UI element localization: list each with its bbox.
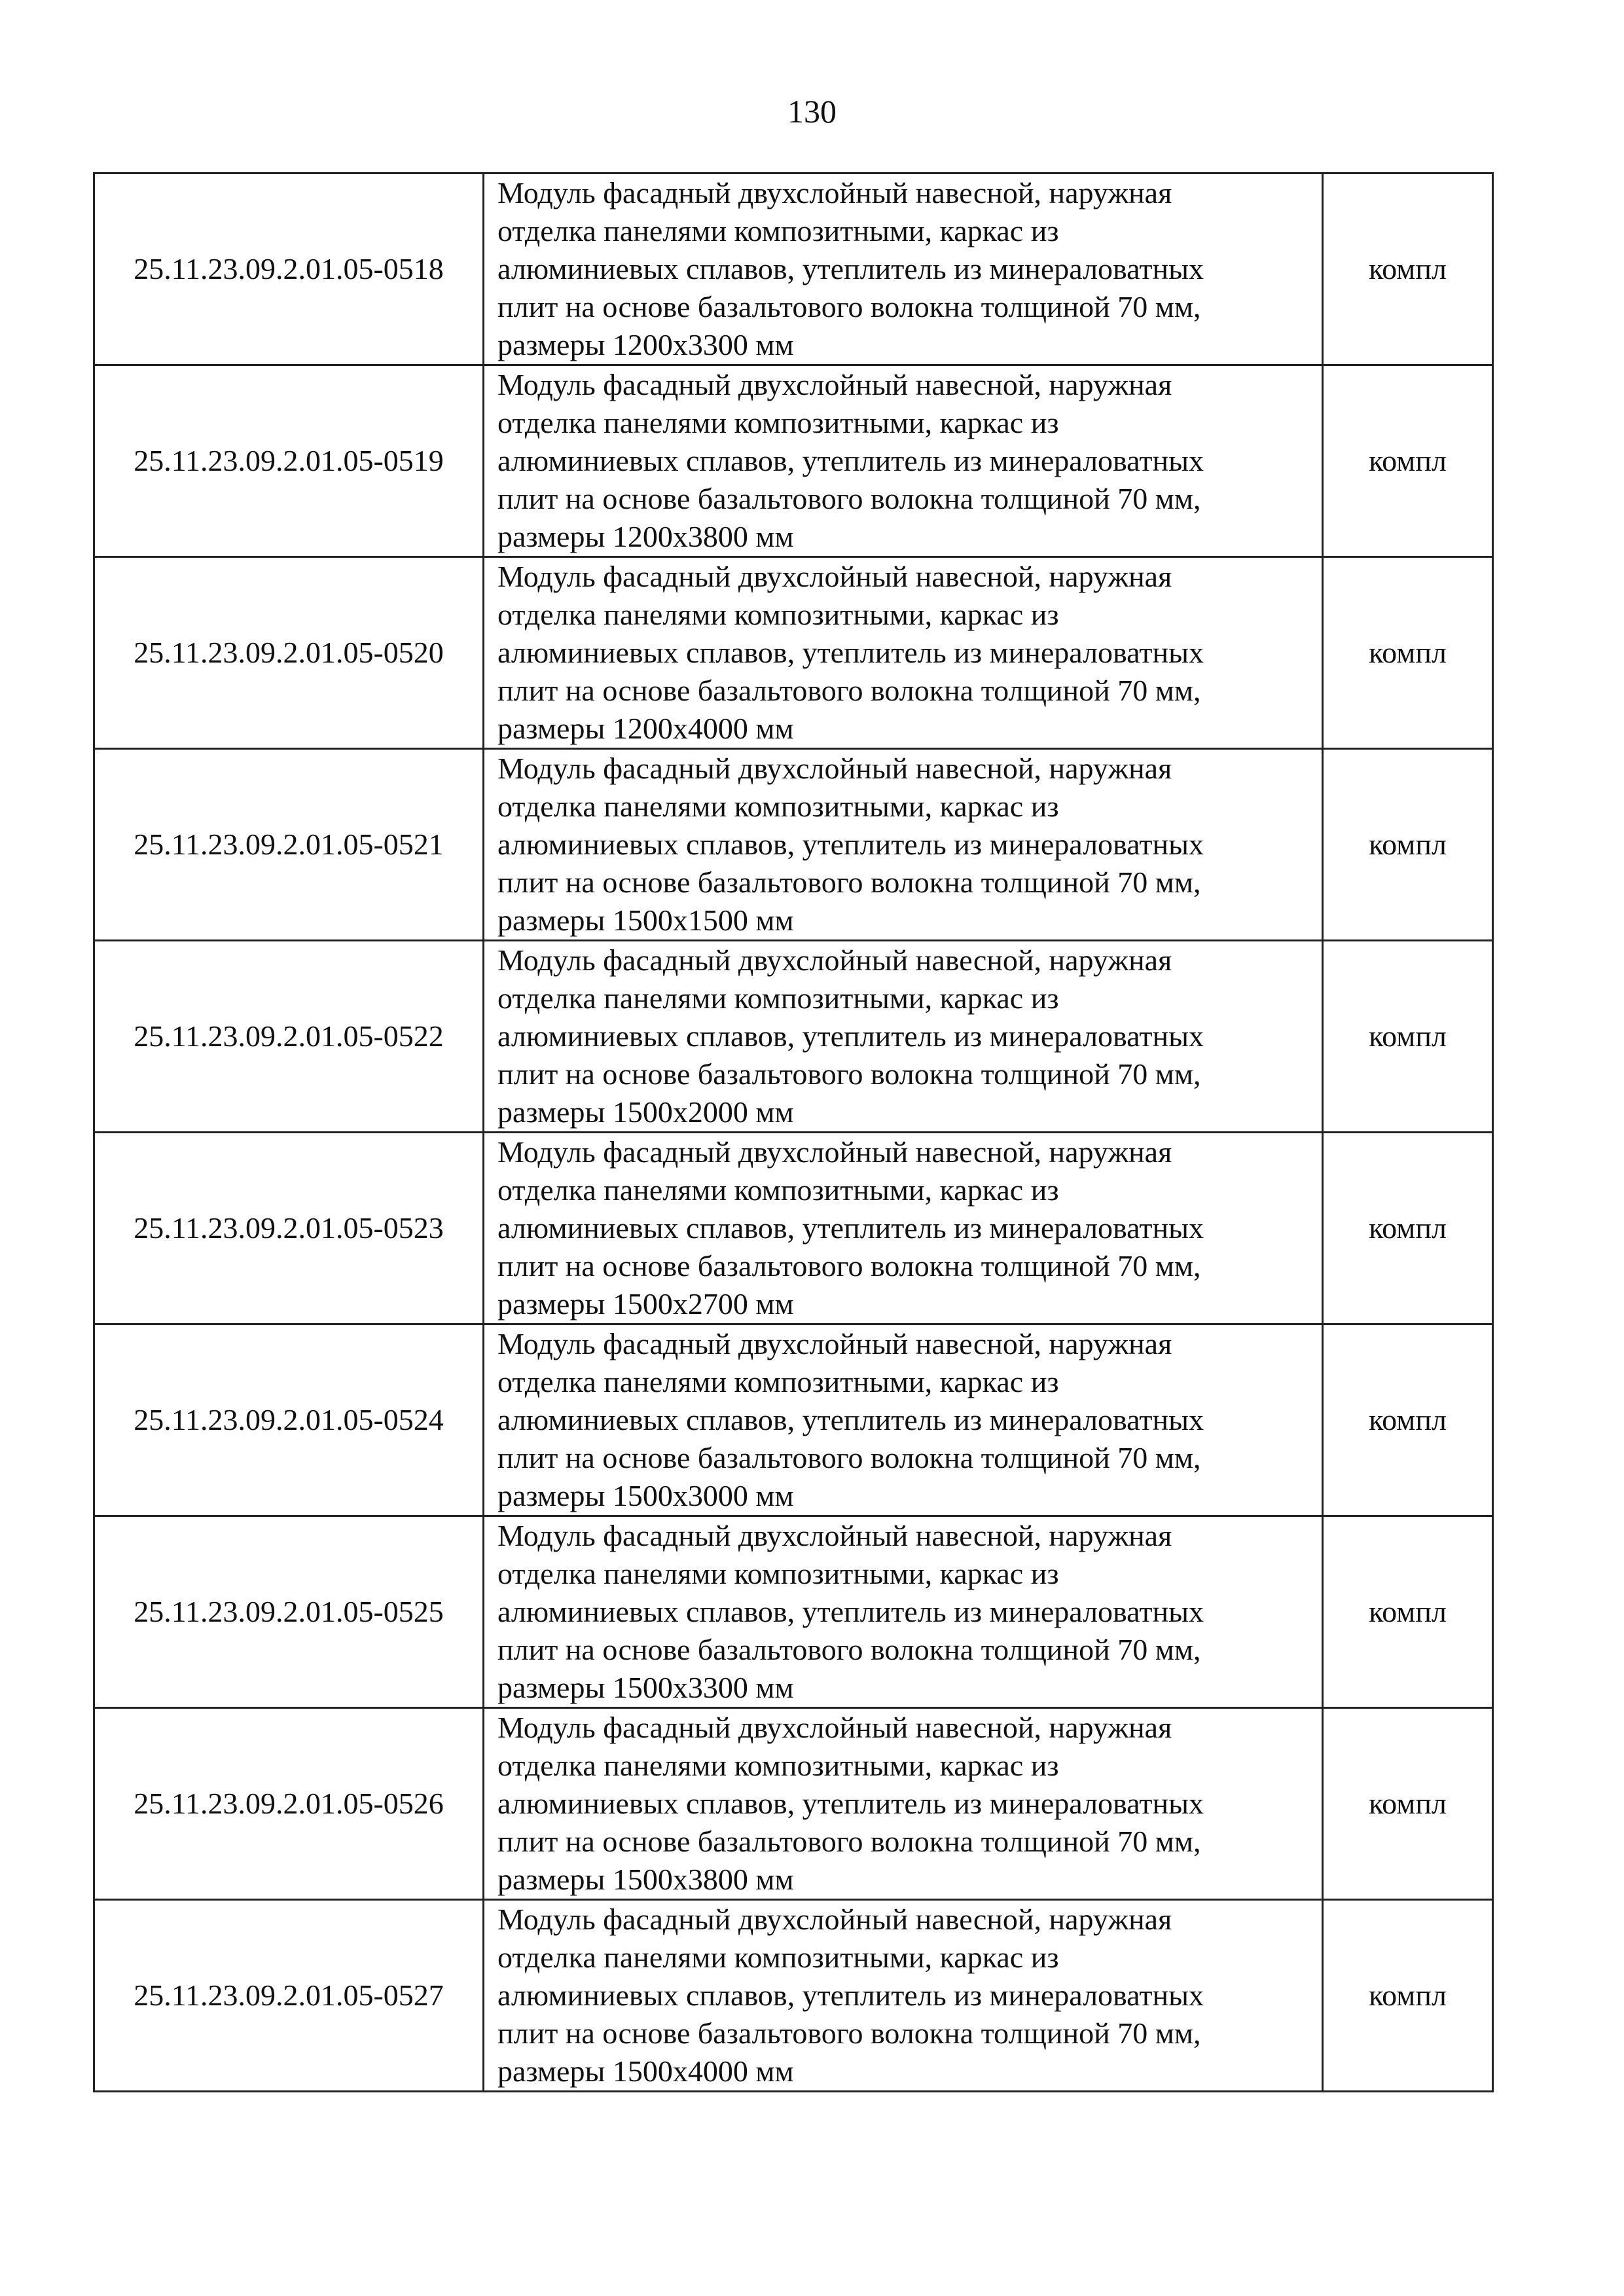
row-description xyxy=(484,749,1323,941)
description-line: отделка панелями композитными, каркас из xyxy=(497,406,1059,439)
description-line: Модуль фасадный двухслойный навесной, наружная xyxy=(497,1903,1172,1936)
description-line: размеры 1500х3800 мм xyxy=(497,1863,794,1896)
description-line: алюминиевых сплавов, утеплитель из минераловатных xyxy=(497,636,1204,669)
row-description xyxy=(484,1516,1323,1708)
table-row xyxy=(94,1133,1493,1324)
description-line: Модуль фасадный двухслойный навесной, наружная xyxy=(497,1135,1172,1169)
row-code: 25.11.23.09.2.01.05-0525 xyxy=(94,1516,484,1708)
description-line: отделка панелями композитными, каркас из xyxy=(497,1557,1059,1590)
row-code: 25.11.23.09.2.01.05-0521 xyxy=(94,749,484,941)
table-row xyxy=(94,1900,1493,2092)
row-unit: компл xyxy=(1323,557,1493,749)
row-unit: компл xyxy=(1323,749,1493,941)
description-line: размеры 1200х4000 мм xyxy=(497,712,794,745)
table-row xyxy=(94,365,1493,557)
row-code: 25.11.23.09.2.01.05-0524 xyxy=(94,1324,484,1516)
row-description xyxy=(484,941,1323,1133)
row-code: 25.11.23.09.2.01.05-0520 xyxy=(94,557,484,749)
spec-table-body xyxy=(94,173,1493,2092)
row-code: 25.11.23.09.2.01.05-0523 xyxy=(94,1133,484,1324)
spec-table xyxy=(93,172,1494,2092)
description-line: Модуль фасадный двухслойный навесной, наружная xyxy=(497,1327,1172,1360)
description-line: отделка панелями композитными, каркас из xyxy=(497,790,1059,823)
description-line: размеры 1500х3300 мм xyxy=(497,1671,794,1704)
description-line: размеры 1500х3000 мм xyxy=(497,1479,794,1512)
description-line: плит на основе базальтового волокна толщиной 70 мм, xyxy=(497,1633,1201,1666)
description-line: плит на основе базальтового волокна толщиной 70 мм, xyxy=(497,2016,1201,2050)
description-line: алюминиевых сплавов, утеплитель из минераловатных xyxy=(497,1403,1204,1436)
row-description xyxy=(484,557,1323,749)
description-line: алюминиевых сплавов, утеплитель из минераловатных xyxy=(497,1595,1204,1628)
table-row xyxy=(94,173,1493,365)
description-line: плит на основе базальтового волокна толщиной 70 мм, xyxy=(497,1249,1201,1283)
description-line: Модуль фасадный двухслойный навесной, наружная xyxy=(497,176,1172,210)
row-code: 25.11.23.09.2.01.05-0522 xyxy=(94,941,484,1133)
description-line: отделка панелями композитными, каркас из xyxy=(497,1173,1059,1207)
description-line: размеры 1500х4000 мм xyxy=(497,2054,794,2088)
row-description xyxy=(484,1708,1323,1900)
description-line: размеры 1500х2700 мм xyxy=(497,1287,794,1321)
description-line: отделка панелями композитными, каркас из xyxy=(497,598,1059,631)
row-unit: компл xyxy=(1323,1133,1493,1324)
row-unit: компл xyxy=(1323,1516,1493,1708)
description-line: алюминиевых сплавов, утеплитель из минераловатных xyxy=(497,828,1204,861)
row-code: 25.11.23.09.2.01.05-0519 xyxy=(94,365,484,557)
description-line: размеры 1500х1500 мм xyxy=(497,903,794,937)
description-line: плит на основе базальтового волокна толщиной 70 мм, xyxy=(497,1057,1201,1091)
description-line: алюминиевых сплавов, утеплитель из минераловатных xyxy=(497,1019,1204,1053)
table-row xyxy=(94,941,1493,1133)
row-unit: компл xyxy=(1323,365,1493,557)
row-description xyxy=(484,1133,1323,1324)
row-unit: компл xyxy=(1323,1900,1493,2092)
description-line: размеры 1200х3300 мм xyxy=(497,328,794,361)
description-line: алюминиевых сплавов, утеплитель из минераловатных xyxy=(497,1211,1204,1245)
description-line: алюминиевых сплавов, утеплитель из минераловатных xyxy=(497,1787,1204,1820)
table-row xyxy=(94,749,1493,941)
table-row xyxy=(94,1516,1493,1708)
description-line: отделка панелями композитными, каркас из xyxy=(497,214,1059,247)
row-code: 25.11.23.09.2.01.05-0518 xyxy=(94,173,484,365)
description-line: алюминиевых сплавов, утеплитель из минераловатных xyxy=(497,1978,1204,2012)
description-line: Модуль фасадный двухслойный навесной, наружная xyxy=(497,368,1172,401)
description-line: алюминиевых сплавов, утеплитель из минераловатных xyxy=(497,252,1204,285)
row-unit: компл xyxy=(1323,173,1493,365)
description-line: плит на основе базальтового волокна толщиной 70 мм, xyxy=(497,674,1201,707)
row-code: 25.11.23.09.2.01.05-0526 xyxy=(94,1708,484,1900)
page-number: 130 xyxy=(787,93,837,130)
description-line: Модуль фасадный двухслойный навесной, наружная xyxy=(497,752,1172,785)
description-line: размеры 1500х2000 мм xyxy=(497,1095,794,1129)
description-line: отделка панелями композитными, каркас из xyxy=(497,1365,1059,1398)
description-line: Модуль фасадный двухслойный навесной, наружная xyxy=(497,1519,1172,1552)
description-line: отделка панелями композитными, каркас из xyxy=(497,981,1059,1015)
row-description xyxy=(484,173,1323,365)
description-line: алюминиевых сплавов, утеплитель из минераловатных xyxy=(497,444,1204,477)
description-line: плит на основе базальтового волокна толщиной 70 мм, xyxy=(497,1441,1201,1474)
row-code: 25.11.23.09.2.01.05-0527 xyxy=(94,1900,484,2092)
description-line: плит на основе базальтового волокна толщиной 70 мм, xyxy=(497,1825,1201,1858)
description-line: плит на основе базальтового волокна толщиной 70 мм, xyxy=(497,290,1201,323)
table-row xyxy=(94,557,1493,749)
row-description xyxy=(484,365,1323,557)
description-line: плит на основе базальтового волокна толщиной 70 мм, xyxy=(497,866,1201,899)
row-description xyxy=(484,1900,1323,2092)
description-line: отделка панелями композитными, каркас из xyxy=(497,1749,1059,1782)
row-unit: компл xyxy=(1323,1324,1493,1516)
description-line: плит на основе базальтового волокна толщиной 70 мм, xyxy=(497,482,1201,515)
description-line: Модуль фасадный двухслойный навесной, наружная xyxy=(497,560,1172,593)
table-row xyxy=(94,1708,1493,1900)
description-line: отделка панелями композитными, каркас из xyxy=(497,1941,1059,1974)
description-line: Модуль фасадный двухслойный навесной, наружная xyxy=(497,943,1172,977)
table-row xyxy=(94,1324,1493,1516)
row-unit: компл xyxy=(1323,941,1493,1133)
description-line: размеры 1200х3800 мм xyxy=(497,520,794,553)
row-description xyxy=(484,1324,1323,1516)
description-line: Модуль фасадный двухслойный навесной, наружная xyxy=(497,1711,1172,1744)
row-unit: компл xyxy=(1323,1708,1493,1900)
